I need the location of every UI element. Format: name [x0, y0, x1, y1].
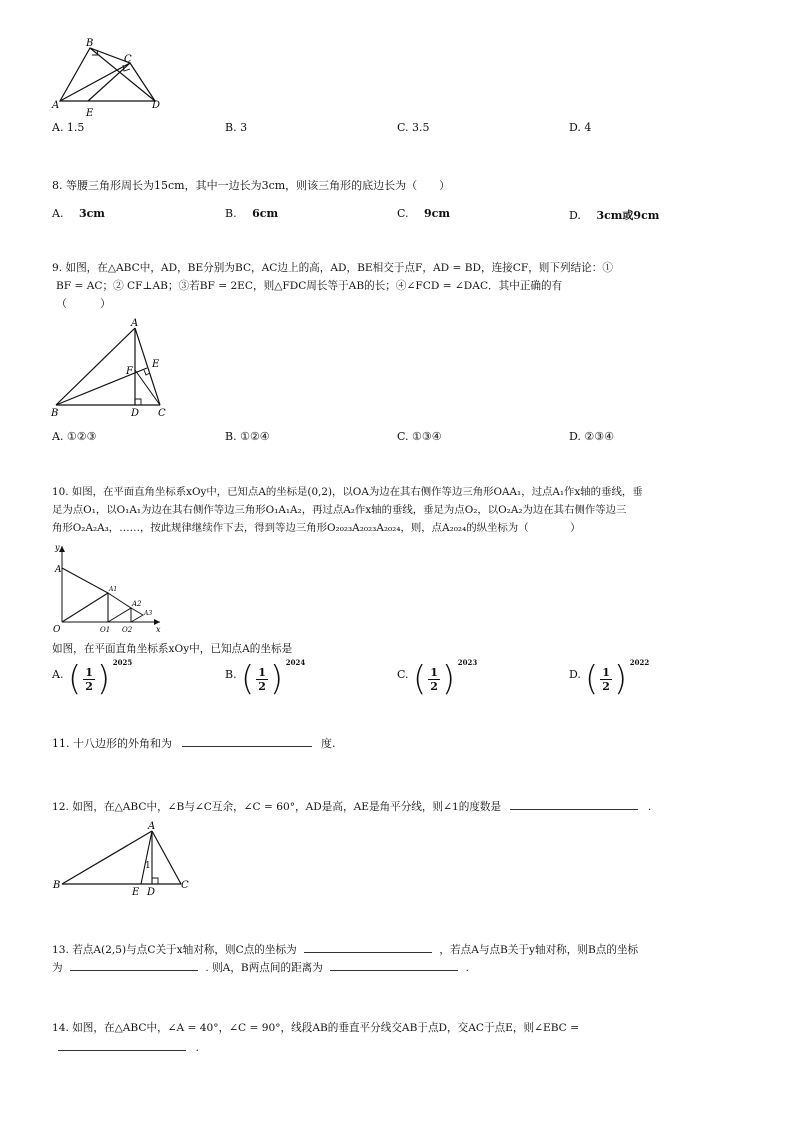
q9-label-E: E [152, 359, 160, 370]
q9-label-A: A [131, 318, 139, 329]
q10-option-c-den: 2 [430, 679, 438, 693]
q10-label-O: O [53, 625, 61, 635]
q8-option-c-letter: C. [397, 207, 409, 220]
q10-label-O2: O2 [122, 626, 133, 634]
q14-suffix: . [195, 1041, 199, 1054]
q10-stem-line1: 10. 如图，在平面直角坐标系xOy中，已知点A的坐标是(0,2)，以OA为边在其右侧作等边三角形OAA₁，过点A₁作x轴的垂线，垂 [52, 486, 643, 498]
q13-answer-blank-distance[interactable] [330, 958, 458, 971]
q12-figure [48, 818, 198, 900]
q10-option-c-letter: C. [397, 668, 409, 681]
q10-label-A3: A3 [144, 610, 153, 617]
q9-option-b[interactable]: B. ①②④ [225, 430, 270, 443]
q7-label-B: B [86, 38, 94, 49]
q12-stem [52, 797, 651, 817]
q10-option-d-letter: D. [569, 668, 581, 681]
q10-option-a-letter: A. [52, 668, 64, 681]
q10-label-y: y [55, 543, 60, 552]
q9-option-d[interactable]: D. ②③④ [569, 430, 615, 443]
q7-option-a[interactable]: A. 1.5 [52, 121, 85, 134]
q11-suffix: 度. [321, 737, 336, 750]
q8-option-a-value: 3cm [78, 207, 105, 220]
q8-option-d[interactable] [569, 207, 659, 223]
q10-option-b-den: 2 [258, 679, 266, 693]
q10-option-c-num: 1 [430, 665, 438, 679]
q12-suffix: . [647, 801, 652, 813]
q11-stem [52, 734, 336, 754]
q10-label-A: A [55, 565, 62, 575]
q8-option-c[interactable] [397, 207, 450, 220]
q9-figure [48, 318, 178, 422]
q9-label-F: F [126, 366, 133, 377]
q8-option-a-letter: A. [52, 207, 64, 220]
q14-answer-line [58, 1038, 199, 1058]
q8-option-d-value: 3cm或9cm [596, 209, 660, 222]
q7-option-d[interactable]: D. 4 [569, 121, 592, 134]
q10-option-b-exp: 2024 [285, 658, 306, 667]
q10-option-b-letter: B. [225, 668, 237, 681]
q10-caption: 如图，在平面直角坐标系xOy中，已知点A的坐标是 [52, 643, 293, 655]
q8-option-b-value: 6cm [252, 207, 279, 220]
q10-option-b-num: 1 [258, 665, 266, 679]
q12-label-C: C [181, 880, 189, 891]
q9-option-a[interactable]: A. ①②③ [52, 430, 97, 443]
q10-option-d-den: 2 [602, 679, 610, 693]
q7-label-D: D [152, 100, 161, 111]
q12-label-A: A [148, 821, 156, 832]
q7-option-b[interactable]: B. 3 [225, 121, 248, 134]
q10-option-d-num: 1 [602, 665, 610, 679]
q8-option-a[interactable] [52, 207, 105, 220]
q9-stem-line2: BF = AC；② CF⊥AB；③若BF = 2EC，则△FDC周长等于AB的长；④∠FCD = ∠DAC．其中正确的有 [56, 280, 563, 292]
q8-option-b[interactable] [225, 207, 278, 220]
q13-text-2a: 为 [52, 962, 63, 974]
q10-label-x: x [156, 625, 161, 634]
q10-option-a-value: ( $\frac{1}{2}$ ) 2025 [68, 658, 133, 699]
q9-stem-line1: 9. 如图，在△ABC中，AD，BE分别为BC，AC边上的高，AD，BE相交于点F，AD = BD，连接CF，则下列结论：① [52, 262, 613, 274]
q10-option-a-den: 2 [85, 679, 93, 693]
q10-option-c-exp: 2023 [457, 658, 478, 667]
q10-option-a-exp: 2025 [112, 658, 133, 667]
q7-option-c[interactable]: C. 3.5 [397, 121, 430, 134]
q9-label-B: B [51, 408, 59, 419]
q7-label-C: C [124, 54, 132, 65]
q10-label-A2: A2 [132, 600, 142, 608]
q10-stem-line3: 角形O₂A₂A₃，……，按此规律继续作下去，得到等边三角形O₂₀₂₃A₂₀₂₃A₂₀₂₄，则，点A₂₀₂₄的纵坐标为（ ） [52, 522, 581, 534]
q13-text-1a: 13. 若点A(2,5)与点C关于x轴对称，则C点的坐标为 [52, 944, 297, 956]
q10-label-A1: A1 [109, 586, 118, 593]
q9-option-c[interactable]: C. ①③④ [397, 430, 442, 443]
q7-figure [48, 36, 168, 120]
q12-text: 12. 如图，在△ABC中，∠B与∠C互余，∠C = 60°，AD是高，AE是角平分线，则∠1的度数是 [52, 801, 502, 813]
q13-answer-blank-b[interactable] [70, 958, 198, 971]
q13-text-2b: . 则A，B两点间的距离为 [205, 962, 323, 974]
q10-label-O1: O1 [100, 626, 111, 634]
q12-label-E: E [132, 887, 140, 898]
q10-option-d-exp: 2022 [629, 658, 650, 667]
q12-label-1: 1 [145, 861, 151, 871]
q8-option-d-letter: D. [569, 209, 581, 222]
q12-answer-blank[interactable] [510, 797, 638, 810]
q10-option-b-value: ( $\frac{1}{2}$ ) 2024 [241, 658, 306, 699]
q10-stem-line2: 足为点O₁，以O₁A₁为边在其右侧作等边三角形O₁A₁A₂，再过点A₂作x轴的垂线，垂足为点O₂，以O₂A₂为边在其右侧作等边三 [52, 504, 627, 516]
q8-option-b-letter: B. [225, 207, 237, 220]
q11-answer-blank[interactable] [182, 734, 312, 747]
q7-label-E: E [86, 108, 94, 119]
q12-label-B: B [53, 880, 61, 891]
q13-answer-blank-c[interactable] [304, 940, 432, 953]
q13-text-2c: . [465, 962, 469, 974]
q10-figure [48, 540, 173, 636]
q9-stem-line3: （ ） [56, 297, 111, 310]
q9-label-C: C [158, 408, 166, 419]
q8-option-c-value: 9cm [424, 207, 451, 220]
q13-stem-line1 [52, 940, 638, 960]
q10-option-a-num: 1 [85, 665, 93, 679]
q13-text-1b: ，若点A与点B关于y轴对称，则B点的坐标 [439, 944, 639, 956]
q10-option-d-value: ( $\frac{1}{2}$ ) 2022 [585, 658, 650, 699]
q10-option-c-value: ( $\frac{1}{2}$ ) 2023 [413, 658, 478, 699]
q14-answer-blank[interactable] [58, 1038, 186, 1051]
q12-label-D: D [147, 887, 156, 898]
q13-stem-line2 [52, 958, 469, 978]
q14-stem: 14. 如图，在△ABC中，∠A = 40°，∠C = 90°，线段AB的垂直平分线交AB于点D，交AC于点E，则∠EBC = [52, 1022, 580, 1034]
q7-label-A: A [52, 100, 60, 111]
q9-label-D: D [131, 408, 140, 419]
q11-text: 11. 十八边形的外角和为 [52, 737, 172, 750]
q8-stem: 8. 等腰三角形周长为15cm，其中一边长为3cm，则该三角形的底边长为（ ） [52, 179, 451, 192]
